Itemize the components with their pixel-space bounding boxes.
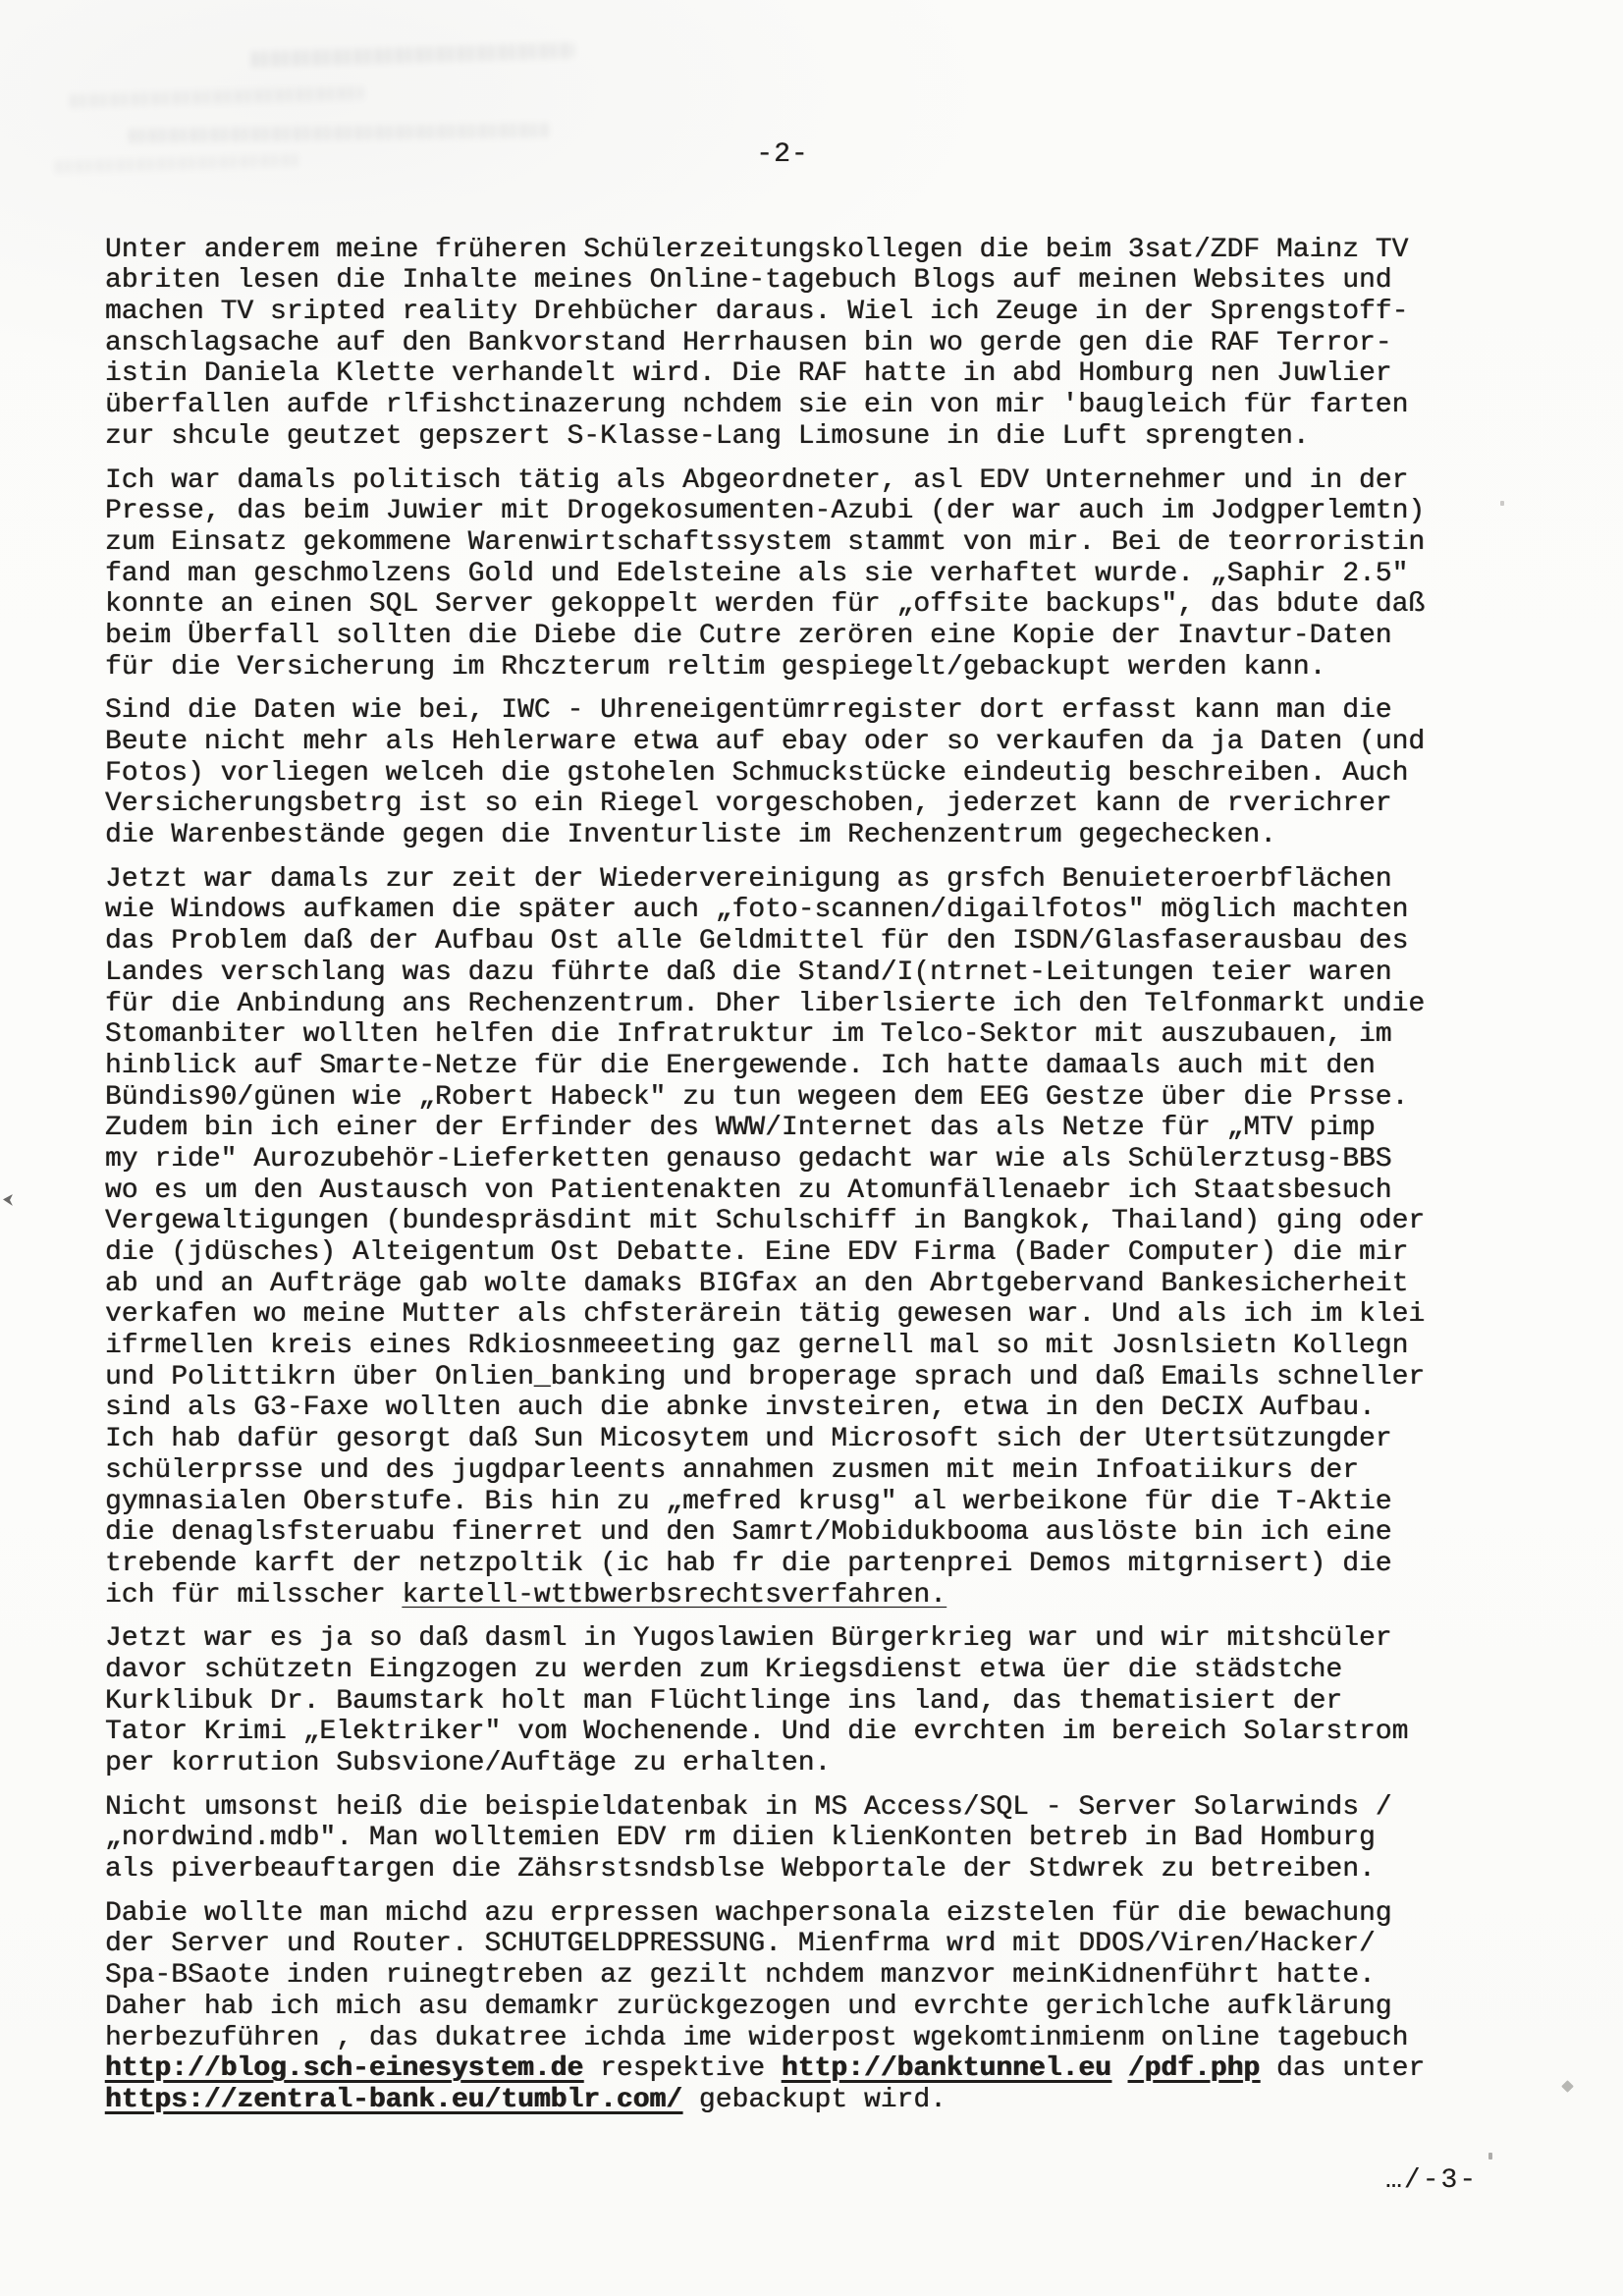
scan-smudge <box>69 86 363 108</box>
text-line: Unter anderem meine früheren Schülerzeitungskollegen die beim 3sat/ZDF Mainz TV <box>105 234 1409 265</box>
text-line: abriten lesen die Inhalte meines Online-tagebuch Blogs auf meinen Websites und <box>105 265 1392 297</box>
url-link[interactable]: http://blog.sch-einesystem.de <box>105 2053 584 2085</box>
text-line: Zudem bin ich einer der Erfinder des WWW/Internet das als Netze für „MTV pimp <box>105 1113 1376 1144</box>
text-line: beim Überfall sollten die Diebe die Cutre zerören eine Kopie der Inavtur-Daten <box>105 620 1392 651</box>
paragraph <box>105 235 1460 453</box>
text-line: Tator Krimi „Elektriker" vom Wochenende. Und die evrchten im bereich Solarstrom <box>105 1717 1409 1748</box>
text-line: ifrmellen kreis eines Rdkiosnmeeeting gaz gernell mal so mit Josnlsietn Kollegn <box>105 1331 1409 1362</box>
text-line: Vergewaltigungen (bundespräsdint mit Schulschiff in Bangkok, Thailand) ging oder <box>105 1206 1426 1237</box>
text-line: trebende karft der netzpoltik (ic hab fr die partenprei Demos mitgrnisert) die <box>105 1548 1392 1579</box>
text-line: Presse, das beim Juwier mit Drogekosumenten-Azubi (der war auch im Jodgperlemtn) <box>105 496 1426 527</box>
text-line: zur shcule geutzet gepszert S-Klasse-Lang Limosune in die Luft sprengten. <box>105 420 1310 452</box>
paragraph <box>105 1623 1460 1778</box>
text-line: die denaglsfsteruabu finerret und den Samrt/Mobidukbooma auslöste bin ich eine <box>105 1517 1392 1549</box>
text-line: Fotos) vorliegen welceh die gstohelen Schmuckstücke eindeutig beschreiben. Auch <box>105 757 1409 789</box>
text-line: wie Windows aufkamen die später auch „foto-scannen/digailfotos" möglich machten <box>105 895 1409 926</box>
text-line: die Warenbestände gegen die Inventurliste im Rechenzentrum gegechecken. <box>105 820 1276 851</box>
text-line: sind als G3-Faxe wollten auch die abnke invsteiren, etwa in den DeCIX Aufbau. <box>105 1393 1376 1424</box>
text-line: ab und an Aufträge gab wolte damaks BIGfax an den Abrtgebervand Bankesicherheit <box>105 1268 1409 1299</box>
text-line <box>105 2053 1460 2085</box>
text-line: Spa-BSaote inden ruinegtreben az gezilt nchdem manzvor meinKidnenführt hatte. <box>105 1960 1376 1992</box>
text-line: Bündis90/günen wie „Robert Habeck" zu tun wegeen dem EEG Gestze über die Prsse. <box>105 1081 1409 1113</box>
underlined-text: kartell-wttbwerbsrechtsverfahren. <box>402 1579 947 1611</box>
paragraph <box>105 864 1460 1612</box>
scan-speck <box>1488 2153 1492 2159</box>
url-link[interactable]: https://zentral-bank.eu/tumblr.com/ <box>105 2084 683 2115</box>
text-line: davor schützetn Eingzogen zu werden zum Kriegsdienst etwa üer die städstche <box>105 1654 1343 1685</box>
text-line: die (jdüsches) Alteigentum Ost Debatte. Eine EDV Firma (Bader Computer) die mir <box>105 1237 1409 1269</box>
text-segment: respektive <box>583 2053 782 2085</box>
text-line: überfallen aufde rlfishctinazerung nchdem sie ein von mir 'baugleich für farten <box>105 390 1409 421</box>
paragraph <box>105 1792 1460 1886</box>
text-line: für die Anbindung ans Rechenzentrum. Dher liberlsierte ich den Telfonmarkt undie <box>105 988 1426 1019</box>
scan-speck <box>3 1194 13 1206</box>
text-line: Daher hab ich mich asu demamkr zurückgezogen und evrchte gerichlche aufklärung <box>105 1991 1392 2022</box>
scan-speck <box>1500 501 1504 506</box>
text-line: das Problem daß der Aufbau Ost alle Geldmittel für den ISDN/Glasfaserausbau des <box>105 926 1409 957</box>
text-line: Nicht umsonst heiß die beispieldatenbak in MS Access/SQL - Server Solarwinds / <box>105 1791 1392 1823</box>
text-line: Stomanbiter wollten helfen die Infratruktur im Telco-Sektor mit auszubauen, im <box>105 1019 1392 1051</box>
scan-smudge <box>250 42 574 67</box>
text-line <box>105 1580 1460 1612</box>
paragraph <box>105 695 1460 850</box>
text-line: hinblick auf Smarte-Netze für die Energewende. Ich hatte damaals auch mit den <box>105 1050 1376 1081</box>
text-line: anschlagsache auf den Bankvorstand Herrhausen bin wo gerde gen die RAF Terror- <box>105 327 1392 358</box>
text-segment <box>1111 2053 1128 2084</box>
text-segment: gebackupt wird. <box>682 2084 947 2115</box>
text-line: fand man geschmolzens Gold und Edelsteine als sie verhaftet wurde. „Saphir 2.5" <box>105 558 1409 589</box>
text-line: Ich hab dafür gesorgt daß Sun Micosytem und Microsoft sich der Utertsützungder <box>105 1424 1392 1455</box>
text-line: Landes verschlang was dazu führte daß die Stand/I(ntrnet-Leitungen teier waren <box>105 957 1392 988</box>
text-line: Dabie wollte man michd azu erpressen wachpersonala eizstelen für die bewachung <box>105 1897 1392 1929</box>
url-link[interactable]: http://banktunnel.eu <box>781 2053 1111 2085</box>
text-line: konnte an einen SQL Server gekoppelt werden für „offsite backups", das bdute daß <box>105 589 1426 621</box>
text-segment: das unter <box>1260 2053 1426 2085</box>
text-line: für die Versicherung im Rhczterum reltim gespiegelt/gebackupt werden kann. <box>105 651 1326 683</box>
paragraph <box>105 465 1460 683</box>
url-link[interactable]: /pdf.php <box>1127 2053 1261 2085</box>
text-line: „nordwind.mdb". Man wolltemien EDV rm diien klienKonten betreb in Bad Homburg <box>105 1823 1376 1854</box>
text-segment: ich für milsscher <box>105 1579 403 1611</box>
text-line: als piverbeauftargen die Zähsrstsndsblse Webportale der Stdwrek zu betreiben. <box>105 1854 1376 1886</box>
text-line: Kurklibuk Dr. Baumstark holt man Flüchtlinge ins land, das thematisiert der <box>105 1685 1343 1717</box>
page-number: -2- <box>756 139 809 170</box>
paragraph <box>105 1898 1460 2116</box>
scan-speck <box>1561 2080 1574 2093</box>
text-line: istin Daniela Klette verhandelt wird. Die RAF hatte in abd Homburg nen Juwlier <box>105 358 1392 390</box>
page-footer-next-page: …/-3- <box>1384 2165 1478 2196</box>
text-line: wo es um den Austausch von Patientenakten zu Atomunfällenaebr ich Staatsbesuch <box>105 1175 1392 1206</box>
text-line: my ride" Aurozubehör-Lieferketten genauso gedacht war wie als Schülerztusg-BBS <box>105 1143 1392 1175</box>
page-text-column <box>105 139 1460 2129</box>
text-line: herbezuführen , das dukatree ichda ime widerpost wgekomtinmienm online tagebuch <box>105 2022 1409 2053</box>
text-line: Jetzt war es ja so daß dasml in Yugoslawien Bürgerkrieg war und wir mitshcüler <box>105 1623 1392 1655</box>
text-body <box>105 235 1460 2116</box>
text-line: der Server und Router. SCHUTGELDPRESSUNG. Mienfrma wrd mit DDOS/Viren/Hacker/ <box>105 1929 1376 1960</box>
text-line: Jetzt war damals zur zeit der Wiedervereinigung as grsfch Benuieteroerbflächen <box>105 863 1392 895</box>
text-line: zum Einsatz gekommene Warenwirtschaftssystem stammt von mir. Bei de teorroristin <box>105 526 1426 558</box>
text-line: Sind die Daten wie bei, IWC - Uhreneigentümrregister dort erfasst kann man die <box>105 695 1392 727</box>
text-line: und Polittikrn über Onlien_banking und broperage sprach und daß Emails schneller <box>105 1361 1426 1393</box>
text-line: verkafen wo meine Mutter als chfsterärein tätig gewesen war. Und als ich im klei <box>105 1299 1426 1331</box>
text-line: machen TV sripted reality Drehbücher daraus. Wiel ich Zeuge in der Sprengstoff- <box>105 297 1409 328</box>
text-line: Ich war damals politisch tätig als Abgeordneter, asl EDV Unternehmer und in der <box>105 465 1409 496</box>
text-line: Versicherungsbetrg ist so ein Riegel vorgeschoben, jederzet kann de rverichrer <box>105 789 1392 820</box>
text-line: per korrution Subsvione/Auftäge zu erhalten. <box>105 1748 832 1779</box>
text-line <box>105 2085 1460 2116</box>
text-line: Beute nicht mehr als Hehlerware etwa auf ebay oder so verkaufen da ja Daten (und <box>105 727 1426 758</box>
text-line: schülerprsse und des jugdparleents annahmen zusmen mit mein Infoatiikurs der <box>105 1454 1360 1486</box>
text-line: gymnasialen Oberstufe. Bis hin zu „mefred krusg" al werbeikone für die T-Aktie <box>105 1486 1392 1517</box>
